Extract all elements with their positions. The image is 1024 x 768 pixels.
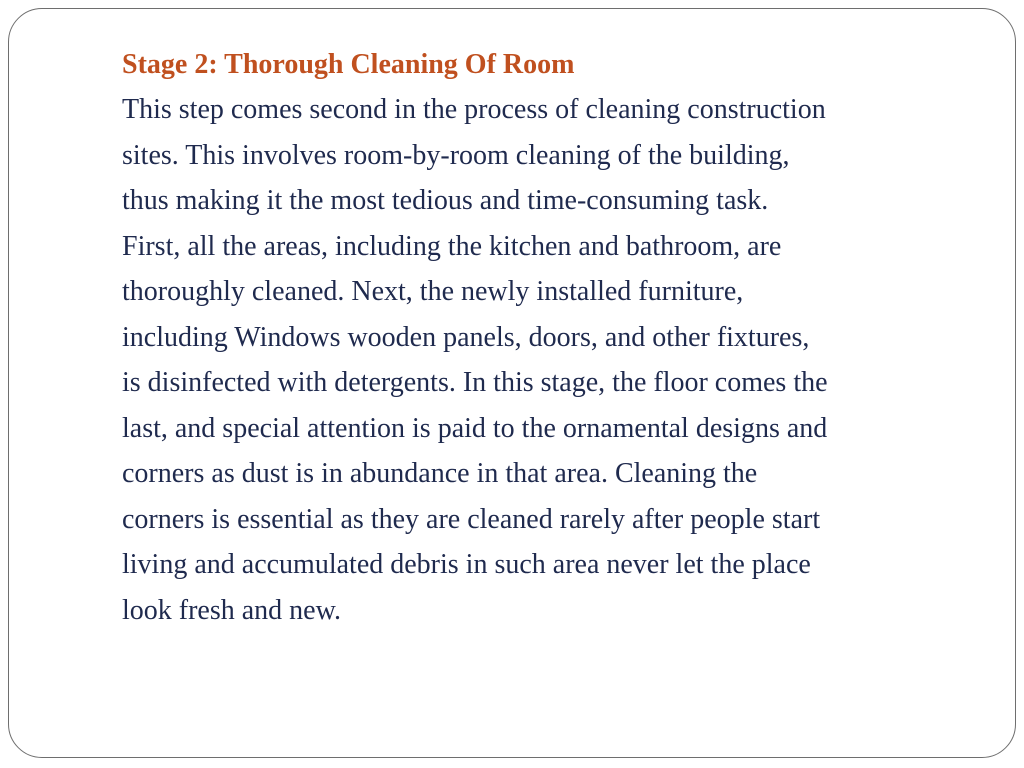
body-line: look fresh and new. <box>122 594 342 626</box>
body-line: including Windows wooden panels, doors, and other fixtures, <box>122 321 810 353</box>
body-line: thus making it the most tedious and time-consuming task. <box>122 185 769 216</box>
slide-content <box>122 42 912 633</box>
body-line: corners is essential as they are cleaned rarely after people start <box>122 503 821 535</box>
slide-body <box>122 87 912 633</box>
body-line: sites. This involves room-by-room cleaning of the building, <box>122 139 790 171</box>
body-line: thoroughly cleaned. Next, the newly installed furniture, <box>122 276 744 307</box>
body-line: last, and special attention is paid to the ornamental designs and <box>122 412 828 444</box>
body-line: living and accumulated debris in such area never let the place <box>122 549 811 580</box>
body-line: is disinfected with detergents. In this stage, the floor comes the <box>122 367 828 398</box>
body-line: First, all the areas, including the kitchen and bathroom, are <box>122 230 782 262</box>
body-line: corners as dust is in abundance in that area. Cleaning the <box>122 458 758 489</box>
slide-title: Stage 2: Thorough Cleaning Of Room <box>122 49 575 80</box>
body-line: This step comes second in the process of cleaning construction <box>122 94 826 125</box>
